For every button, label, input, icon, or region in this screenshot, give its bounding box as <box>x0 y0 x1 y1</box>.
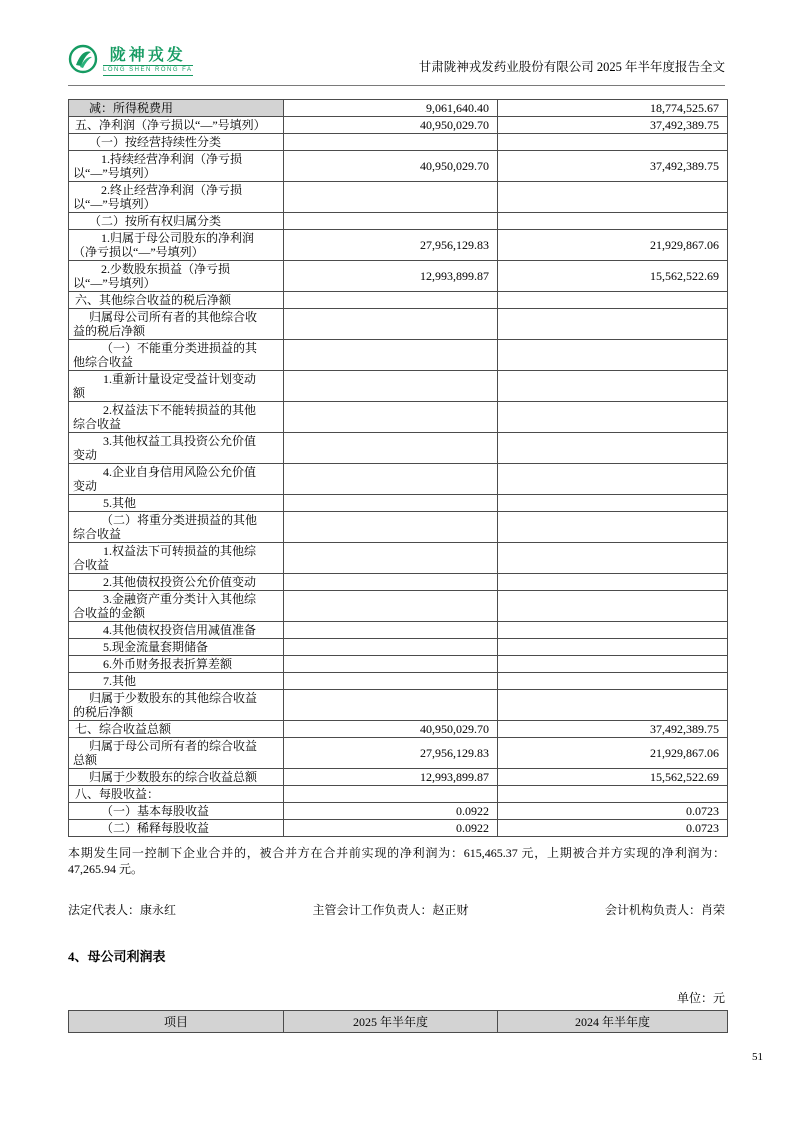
row-value-2025: 40,950,029.70 <box>284 151 498 182</box>
table-row <box>69 134 728 151</box>
row-label: （二）按所有权归属分类 <box>69 213 284 230</box>
page-number: 51 <box>752 1051 763 1063</box>
row-label: 五、净利润（净亏损以“—”号填列） <box>69 117 284 134</box>
table-row <box>69 673 728 690</box>
row-value-2025: 9,061,640.40 <box>284 100 498 117</box>
row-value-2024 <box>498 309 728 340</box>
table-row <box>69 622 728 639</box>
table-row <box>69 820 728 837</box>
row-label: 2.其他债权投资公允价值变动 <box>69 574 284 591</box>
row-value-2024: 0.0723 <box>498 820 728 837</box>
table-row <box>69 721 728 738</box>
row-value-2024: 15,562,522.69 <box>498 769 728 786</box>
row-value-2024: 37,492,389.75 <box>498 151 728 182</box>
row-value-2024 <box>498 543 728 574</box>
row-label: 1.归属于母公司股东的净利润（净亏损以“—”号填列） <box>69 230 284 261</box>
row-value-2025 <box>284 574 498 591</box>
table-row <box>69 182 728 213</box>
row-label: （一）按经营持续性分类 <box>69 134 284 151</box>
row-value-2025 <box>284 134 498 151</box>
row-value-2024 <box>498 371 728 402</box>
accounting-agency-head: 会计机构负责人：肖荣 <box>604 903 725 917</box>
row-label: 六、其他综合收益的税后净额 <box>69 292 284 309</box>
row-value-2025 <box>284 213 498 230</box>
chief-accountant: 主管会计工作负责人：赵正财 <box>312 903 469 917</box>
row-value-2024: 21,929,867.06 <box>498 738 728 769</box>
row-value-2025: 27,956,129.83 <box>284 230 498 261</box>
row-value-2024 <box>498 690 728 721</box>
row-value-2024: 0.0723 <box>498 803 728 820</box>
row-value-2024 <box>498 402 728 433</box>
row-label: 归属母公司所有者的其他综合收益的税后净额 <box>69 309 284 340</box>
table-row <box>69 117 728 134</box>
table-row <box>69 340 728 371</box>
row-value-2025: 40,950,029.70 <box>284 117 498 134</box>
table-row <box>69 292 728 309</box>
table-row <box>69 495 728 512</box>
row-value-2024: 37,492,389.75 <box>498 721 728 738</box>
row-label: 2.终止经营净利润（净亏损以“—”号填列） <box>69 182 284 213</box>
table-row <box>69 100 728 117</box>
row-value-2025 <box>284 656 498 673</box>
legal-representative: 法定代表人：康永红 <box>68 903 177 917</box>
row-label: 2.权益法下不能转损益的其他综合收益 <box>69 402 284 433</box>
row-value-2024 <box>498 591 728 622</box>
row-label: 1.权益法下可转损益的其他综合收益 <box>69 543 284 574</box>
row-label: 减：所得税费用 <box>69 100 284 117</box>
row-value-2024 <box>498 182 728 213</box>
row-value-2025: 27,956,129.83 <box>284 738 498 769</box>
row-value-2025 <box>284 340 498 371</box>
row-value-2025 <box>284 371 498 402</box>
column-header: 2025 年半年度 <box>284 1011 498 1033</box>
row-value-2025 <box>284 402 498 433</box>
table-row <box>69 230 728 261</box>
logo-company-name: 陇神戎发 <box>109 47 186 64</box>
row-value-2024 <box>498 656 728 673</box>
section-title: 4、母公司利润表 <box>68 949 166 964</box>
row-value-2024 <box>498 786 728 803</box>
column-header: 项目 <box>69 1011 284 1033</box>
row-value-2024: 18,774,525.67 <box>498 100 728 117</box>
row-value-2025 <box>284 673 498 690</box>
row-value-2025 <box>284 182 498 213</box>
row-value-2024 <box>498 622 728 639</box>
row-label: 6.外币财务报表折算差额 <box>69 656 284 673</box>
row-value-2025 <box>284 464 498 495</box>
row-label: （一）不能重分类进损益的其他综合收益 <box>69 340 284 371</box>
table-row <box>69 591 728 622</box>
table-row <box>69 543 728 574</box>
table-row <box>69 656 728 673</box>
row-value-2025: 40,950,029.70 <box>284 721 498 738</box>
row-value-2025 <box>284 512 498 543</box>
row-value-2025 <box>284 292 498 309</box>
table-row <box>69 151 728 182</box>
row-label: 5.其他 <box>69 495 284 512</box>
parent-table-header-row <box>69 1011 728 1033</box>
table-row <box>69 639 728 656</box>
row-label: 5.现金流量套期储备 <box>69 639 284 656</box>
logo-leaf-icon <box>68 44 98 79</box>
row-label: 3.金融资产重分类计入其他综合收益的金额 <box>69 591 284 622</box>
page-header <box>68 0 725 86</box>
table-row <box>69 213 728 230</box>
row-value-2025 <box>284 690 498 721</box>
merger-note: 本期发生同一控制下企业合并的，被合并方在合并前实现的净利润为：615,465.37 元，上期被合并方实现的净利润为：47,265.94 元。 <box>68 846 725 876</box>
table-row <box>69 464 728 495</box>
row-label: （一）基本每股收益 <box>69 803 284 820</box>
signature-line <box>68 901 725 918</box>
row-label: 归属于少数股东的综合收益总额 <box>69 769 284 786</box>
row-value-2025 <box>284 591 498 622</box>
parent-company-income-table <box>68 1010 728 1033</box>
table-row <box>69 433 728 464</box>
logo-company-name-en: LONG SHEN RONG FA <box>103 65 193 76</box>
row-label: 归属于少数股东的其他综合收益的税后净额 <box>69 690 284 721</box>
row-label: 归属于母公司所有者的综合收益总额 <box>69 738 284 769</box>
income-statement-table <box>68 99 728 837</box>
table-row <box>69 512 728 543</box>
row-value-2024 <box>498 574 728 591</box>
row-label: （二）将重分类进损益的其他综合收益 <box>69 512 284 543</box>
row-value-2024 <box>498 673 728 690</box>
row-value-2025: 0.0922 <box>284 820 498 837</box>
row-label: 4.其他债权投资信用减值准备 <box>69 622 284 639</box>
row-label: 3.其他权益工具投资公允价值变动 <box>69 433 284 464</box>
row-label: 2.少数股东损益（净亏损以“—”号填列） <box>69 261 284 292</box>
row-value-2025 <box>284 622 498 639</box>
row-value-2025 <box>284 543 498 574</box>
row-value-2024 <box>498 495 728 512</box>
row-value-2024 <box>498 433 728 464</box>
row-value-2024 <box>498 134 728 151</box>
row-value-2025 <box>284 639 498 656</box>
row-value-2024 <box>498 213 728 230</box>
row-value-2024: 37,492,389.75 <box>498 117 728 134</box>
table-row <box>69 402 728 433</box>
row-label: 7.其他 <box>69 673 284 690</box>
table-row <box>69 261 728 292</box>
row-label: 1.持续经营净利润（净亏损以“—”号填列） <box>69 151 284 182</box>
row-value-2024 <box>498 292 728 309</box>
row-label: （二）稀释每股收益 <box>69 820 284 837</box>
company-logo <box>68 44 193 79</box>
row-label: 七、综合收益总额 <box>69 721 284 738</box>
row-value-2024 <box>498 340 728 371</box>
table-row <box>69 309 728 340</box>
row-value-2024: 21,929,867.06 <box>498 230 728 261</box>
table-row <box>69 371 728 402</box>
income-table-body <box>69 100 728 837</box>
table-row <box>69 769 728 786</box>
row-label: 八、每股收益： <box>69 786 284 803</box>
row-value-2024 <box>498 512 728 543</box>
row-value-2025: 12,993,899.87 <box>284 769 498 786</box>
unit-label: 单位：元 <box>676 991 725 1005</box>
row-value-2024 <box>498 639 728 656</box>
table-row <box>69 690 728 721</box>
table-row <box>69 738 728 769</box>
table-row <box>69 786 728 803</box>
row-value-2025 <box>284 786 498 803</box>
row-value-2024 <box>498 464 728 495</box>
table-row <box>69 574 728 591</box>
column-header: 2024 年半年度 <box>498 1011 728 1033</box>
page-content <box>68 0 763 1063</box>
table-row <box>69 803 728 820</box>
row-value-2025 <box>284 309 498 340</box>
row-value-2025 <box>284 433 498 464</box>
row-value-2024: 15,562,522.69 <box>498 261 728 292</box>
row-value-2025: 0.0922 <box>284 803 498 820</box>
row-label: 4.企业自身信用风险公允价值变动 <box>69 464 284 495</box>
logo-text <box>103 47 193 76</box>
row-value-2025 <box>284 495 498 512</box>
row-label: 1.重新计量设定受益计划变动额 <box>69 371 284 402</box>
row-value-2025: 12,993,899.87 <box>284 261 498 292</box>
document-title: 甘肃陇神戎发药业股份有限公司 2025 年半年度报告全文 <box>418 60 725 74</box>
